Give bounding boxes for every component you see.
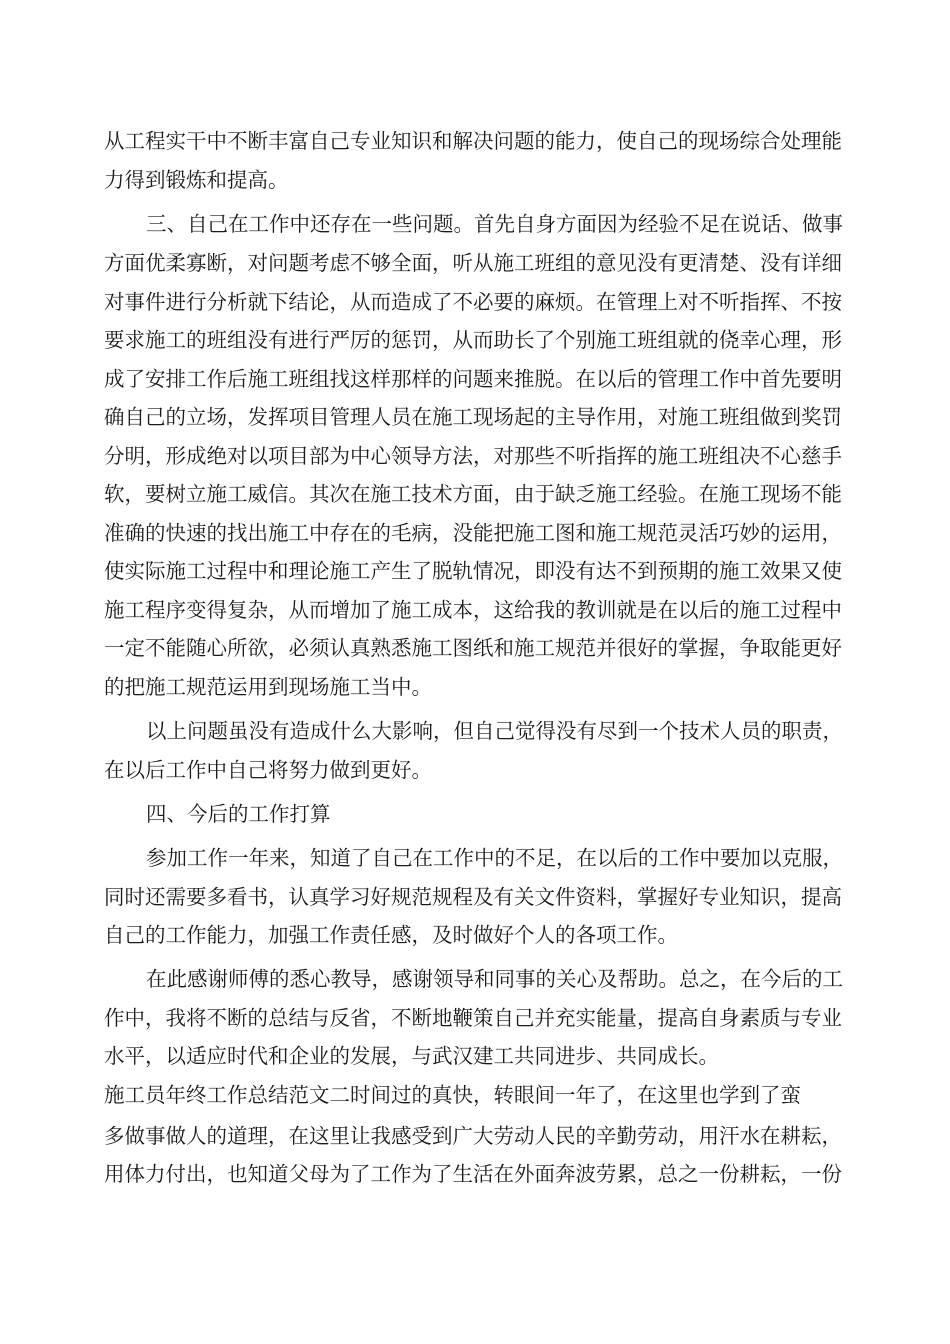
text-line: 以上问题虽没有造成什么大影响，但自己觉得没有尽到一个技术人员的职责， <box>146 719 843 743</box>
text-line: 要求施工的班组没有进行严厉的惩罚，从而助长了个别施工班组就的侥幸心理，形 <box>104 328 842 352</box>
section-heading: 四、今后的工作打算 <box>146 802 331 826</box>
text-line: 同时还需要多看书，认真学习好规范规程及有关文件资料，掌握好专业知识，提高 <box>104 885 842 909</box>
text-line: 从工程实干中不断丰富自己专业知识和解决问题的能力，使自己的现场综合处理能 <box>104 129 842 153</box>
text-line: 方面优柔寡断，对问题考虑不够全面，听从施工班组的意见没有更清楚、没有详细 <box>104 251 842 275</box>
text-line: 在此感谢师傅的悉心教导，感谢领导和同事的关心及帮助。总之，在今后的工 <box>146 967 843 991</box>
text-line: 作中，我将不断的总结与反省，不断地鞭策自己并充实能量，提高自身素质与专业 <box>104 1006 842 1030</box>
text-line: 自己的工作能力，加强工作责任感，及时做好个人的各项工作。 <box>104 923 678 947</box>
text-line: 确自己的立场，发挥项目管理人员在施工现场起的主导作用，对施工班组做到奖罚 <box>104 405 842 429</box>
text-line: 水平，以适应时代和企业的发展，与武汉建工共同进步、共同成长。 <box>104 1044 719 1068</box>
text-line: 在以后工作中自己将努力做到更好。 <box>104 758 432 782</box>
text-line: 分明，形成绝对以项目部为中心领导方法，对那些不听指挥的施工班组决不心慈手 <box>104 444 842 468</box>
text-line: 施工程序变得复杂，从而增加了施工成本，这给我的教训就是在以后的施工过程中 <box>104 598 842 622</box>
text-line: 的把施工规范运用到现场施工当中。 <box>104 675 432 699</box>
text-line: 成了安排工作后施工班组找这样那样的问题来推脱。在以后的管理工作中首先要明 <box>104 367 842 391</box>
text-line: 用体力付出，也知道父母为了工作为了生活在外面奔波劳累，总之一份耕耘，一份 <box>104 1162 842 1186</box>
text-line: 准确的快速的找出施工中存在的毛病，没能把施工图和施工规范灵活巧妙的运用， <box>104 521 842 545</box>
text-line: 对事件进行分析就下结论，从而造成了不必要的麻烦。在管理上对不听指挥、不按 <box>104 290 842 314</box>
text-line: 施工员年终工作总结范文二时间过的真快，转眼间一年了，在这里也学到了蛮 <box>104 1083 801 1107</box>
text-line: 参加工作一年来，知道了自己在工作中的不足，在以后的工作中要加以克服， <box>146 846 843 870</box>
text-line: 使实际施工过程中和理论施工产生了脱轨情况，即没有达不到预期的施工效果又使 <box>104 559 842 583</box>
text-line: 三、自己在工作中还存在一些问题。首先自身方面因为经验不足在说话、做事 <box>146 212 843 236</box>
text-line: 力得到锻炼和提高。 <box>104 168 289 192</box>
text-line: 软，要树立施工威信。其次在施工技术方面，由于缺乏施工经验。在施工现场不能 <box>104 482 842 506</box>
text-line: 一定不能随心所欲，必须认真熟悉施工图纸和施工规范并很好的掌握，争取能更好 <box>104 636 842 660</box>
text-line: 多做事做人的道理，在这里让我感受到广大劳动人民的辛勤劳动，用汗水在耕耘， <box>104 1124 842 1148</box>
